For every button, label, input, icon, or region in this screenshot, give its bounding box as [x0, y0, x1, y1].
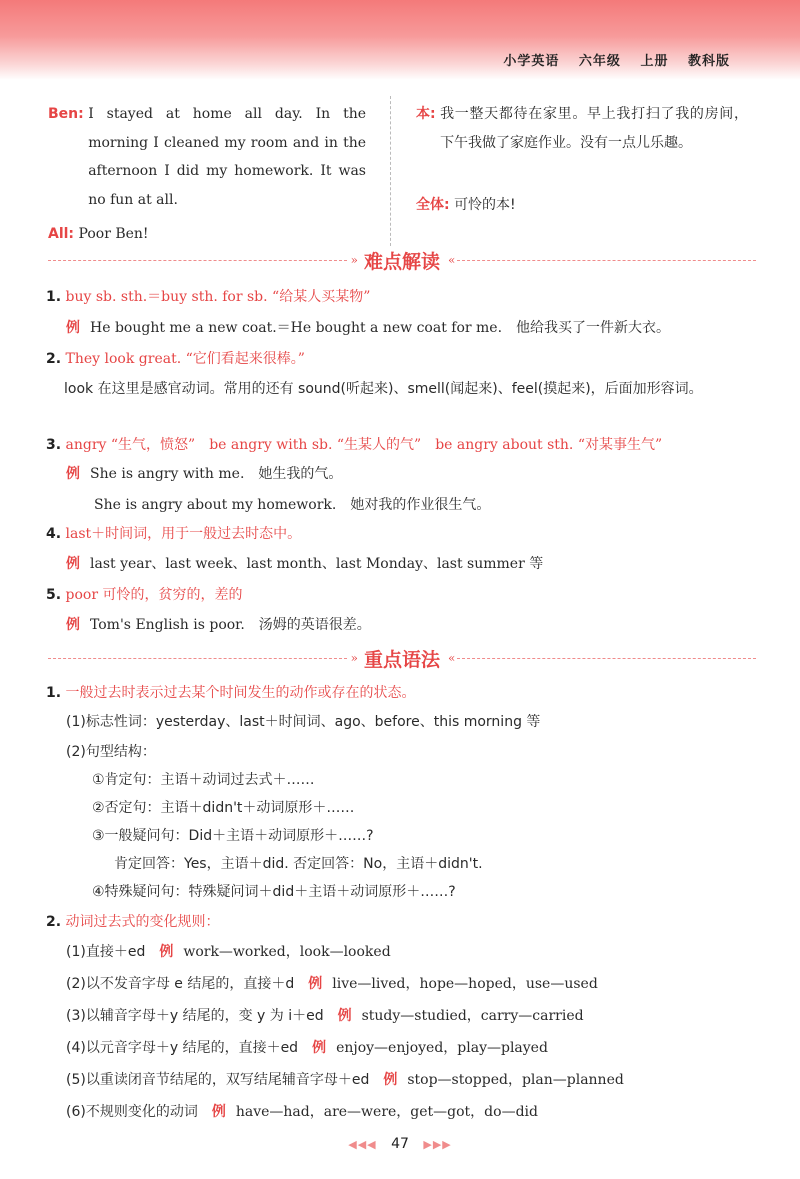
- sentence-pattern: ③一般疑问句：Did＋主语＋动词原形＋……?: [92, 828, 374, 844]
- rule-example: have—had，are—were，get—got，do—did: [235, 1104, 538, 1120]
- example-label: 例: [66, 466, 80, 482]
- item-heading: last＋时间词，用于一般过去时态中。: [65, 526, 302, 542]
- example-label: 例: [211, 1104, 226, 1120]
- page-footer: [0, 1136, 800, 1152]
- difficulty-1: [46, 286, 370, 306]
- item-explanation: look 在这里是感官动词。常用的还有 sound(听起来)、smell(闻起来)、feel(摸起来)，后面加形容词。: [64, 381, 703, 397]
- section-title: 难点解读: [364, 250, 441, 273]
- header-edition: 教科版: [687, 54, 730, 69]
- difficulty-5: [46, 584, 242, 604]
- page-number: 47: [391, 1136, 409, 1152]
- example-line: [66, 317, 670, 337]
- example-line: [66, 614, 371, 634]
- sentence-pattern: ②否定句：主语＋didn't＋动词原形＋……: [92, 800, 355, 816]
- rule-line: [66, 973, 598, 993]
- speaker-ben: Ben:: [48, 106, 84, 122]
- rule-text: (1)直接＋ed: [66, 944, 146, 960]
- item-number: 3.: [46, 437, 62, 453]
- all-line-zh: 可怜的本!: [454, 197, 516, 213]
- arrow-left-icon: «: [448, 651, 454, 665]
- divider: [457, 658, 756, 659]
- rule-text: (6)不规则变化的动词: [66, 1104, 198, 1120]
- section-difficulties: [48, 245, 756, 275]
- divider: [48, 658, 347, 659]
- rule-text: (3)以辅音字母＋y 结尾的，变 y 为 i＋ed: [66, 1008, 324, 1024]
- header-subject: 小学英语: [503, 54, 560, 69]
- rule-text: (5)以重读闭音节结尾的，双写结尾辅音字母＋ed: [66, 1072, 370, 1088]
- example-text: She is angry about my homework. 她对我的作业很生气。: [94, 497, 491, 513]
- speaker-ben-zh: 本:: [416, 106, 436, 122]
- divider: [457, 260, 756, 261]
- rule-line: [66, 1101, 538, 1121]
- header-volume: 上册: [640, 54, 669, 69]
- sentence-pattern: ④特殊疑问句：特殊疑问词＋did＋主语＋动词原形＋……?: [92, 884, 456, 900]
- grammar-line: (2)句型结构：: [66, 744, 156, 760]
- rule-text: (2)以不发音字母 e 结尾的，直接＋d: [66, 976, 295, 992]
- section-grammar: [48, 643, 756, 673]
- example-line: [66, 463, 342, 483]
- triangle-right-icon: ▶▶▶: [423, 1138, 452, 1151]
- item-heading: 动词过去式的变化规则：: [65, 914, 220, 930]
- example-label: 例: [66, 617, 80, 633]
- difficulty-3: [46, 434, 662, 454]
- example-label: 例: [66, 556, 80, 572]
- grammar-line: (1)标志性词：yesterday、last＋时间词、ago、before、this morning 等: [66, 714, 541, 730]
- rule-line: [66, 1037, 548, 1057]
- page-header: [489, 50, 730, 69]
- item-heading: buy sb. sth.＝buy sth. for sb. “给某人买某物”: [65, 289, 371, 305]
- item-number: 1.: [46, 289, 62, 305]
- dialog-english: [48, 100, 366, 249]
- example-line: [66, 553, 543, 573]
- dialog-block: [48, 100, 748, 240]
- sentence-pattern: 肯定回答：Yes，主语＋did. 否定回答：No，主语＋didn't.: [114, 856, 483, 872]
- dialog-chinese: [416, 100, 748, 220]
- rule-example: enjoy—enjoyed，play—played: [336, 1040, 548, 1056]
- rule-example: live—lived，hope—hoped，use—used: [332, 976, 598, 992]
- item-number: 2.: [46, 914, 62, 930]
- item-heading: poor 可怜的，贫穷的，差的: [65, 587, 243, 603]
- example-label: 例: [337, 1008, 352, 1024]
- difficulty-2: [46, 348, 305, 368]
- item-heading: angry “生气，愤怒” be angry with sb. “生某人的气” be angry about sth. “对某事生气”: [65, 437, 663, 453]
- difficulty-4: [46, 523, 301, 543]
- example-label: 例: [312, 1040, 327, 1056]
- ben-line-zh: 我一整天都待在家里。早上我打扫了我的房间，下午我做了家庭作业。没有一点儿乐趣。: [440, 106, 748, 151]
- example-label: 例: [383, 1072, 398, 1088]
- rule-text: (4)以元音字母＋y 结尾的，直接＋ed: [66, 1040, 299, 1056]
- header-grade: 六年级: [578, 54, 621, 69]
- rule-example: study—studied，carry—carried: [361, 1008, 584, 1024]
- example-label: 例: [159, 944, 174, 960]
- item-number: 2.: [46, 351, 62, 367]
- arrow-right-icon: »: [350, 253, 356, 267]
- column-divider: [390, 96, 391, 246]
- item-number: 1.: [46, 685, 62, 701]
- rule-example: stop—stopped，plan—planned: [407, 1072, 624, 1088]
- item-heading: 一般过去时表示过去某个时间发生的动作或存在的状态。: [65, 685, 416, 701]
- example-label: 例: [66, 320, 80, 336]
- rule-line: [66, 1005, 584, 1025]
- grammar-2: [46, 911, 220, 931]
- sentence-pattern: ①肯定句：主语＋动词过去式＋……: [92, 772, 315, 788]
- divider: [48, 260, 347, 261]
- all-line: Poor Ben!: [78, 226, 149, 242]
- item-number: 5.: [46, 587, 62, 603]
- example-text: last year、last week、last month、last Monday、last summer 等: [90, 556, 544, 572]
- item-heading: They look great. “它们看起来很棒。”: [65, 351, 305, 367]
- example-label: 例: [308, 976, 323, 992]
- example-text: Tom's English is poor. 汤姆的英语很差。: [90, 617, 371, 633]
- arrow-right-icon: »: [350, 651, 356, 665]
- example-text: He bought me a new coat.＝He bought a new coat for me. 他给我买了一件新大衣。: [90, 320, 671, 336]
- grammar-1: [46, 682, 416, 702]
- triangle-left-icon: ◀◀◀: [348, 1138, 377, 1151]
- rule-line: [66, 1069, 624, 1089]
- section-title: 重点语法: [364, 648, 441, 671]
- speaker-all: All:: [48, 226, 75, 242]
- item-number: 4.: [46, 526, 62, 542]
- arrow-left-icon: «: [448, 253, 454, 267]
- rule-example: work—worked，look—looked: [183, 944, 391, 960]
- example-text: She is angry with me. 她生我的气。: [90, 466, 343, 482]
- ben-line: I stayed at home all day. In the morning I cleaned my room and in the afternoon I did my homework. It was no fun at all.: [88, 106, 366, 208]
- speaker-all-zh: 全体:: [416, 197, 450, 213]
- rule-line: [66, 941, 391, 961]
